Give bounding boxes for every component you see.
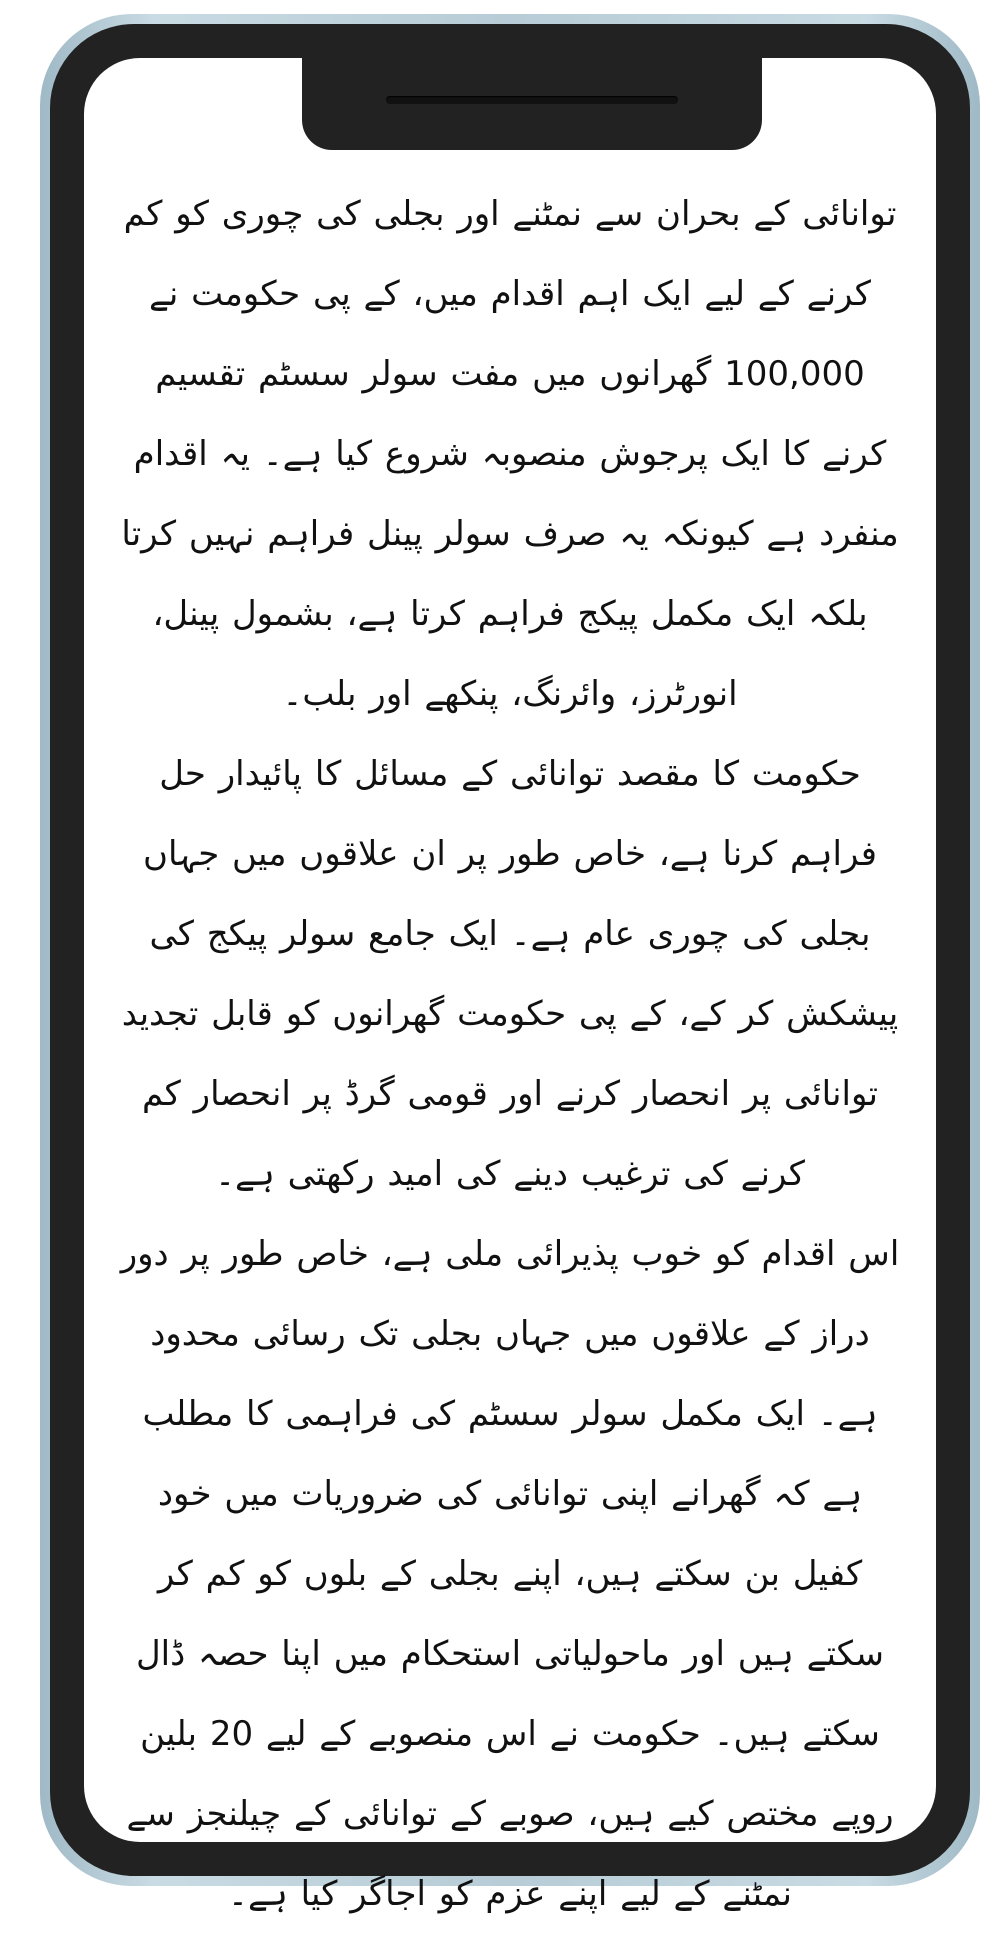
phone-frame: [50, 24, 970, 1914]
article-paragraph-1: توانائی کے بحران سے نمٹنے اور بجلی کی چوری کو کم کرنے کے لیے ایک اہم اقدام میں، کے پی حکومت نے 100,000 گھرانوں میں مفت سولر سسٹم تقسیم کرنے کا ایک پرجوش منصوبہ شروع کیا ہے۔ یہ اقدام منفرد ہے کیونکہ یہ صرف سولر پینل فراہم نہیں کرتا بلکہ ایک مکمل پیکج فراہم کرتا ہے، بشمول پینل، انورٹرز، وائرنگ، پنکھے اور بلب۔: [121, 194, 899, 714]
article-body: [118, 174, 902, 1914]
article-paragraph-3: اس اقدام کو خوب پذیرائی ملی ہے، خاص طور پر دور دراز کے علاقوں میں جہاں بجلی تک رسائی محدود ہے۔ ایک مکمل سولر سسٹم کی فراہمی کا مطلب ہے کہ گھرانے اپنی توانائی کی ضروریات میں خود کفیل بن سکتے ہیں، اپنے بجلی کے بلوں کو کم کر سکتے ہیں اور ماحولیاتی استحکام میں اپنا حصہ ڈال سکتے ہیں۔ حکومت نے اس منصوبے کے لیے 20 بلین روپے مختص کیے ہیں، صوبے کے توانائی کے چیلنجز سے نمٹنے کے لیے اپنے عزم کو اجاگر کیا ہے۔: [120, 1234, 900, 1914]
phone-notch: [302, 58, 762, 150]
phone-screen: [84, 58, 936, 1914]
speaker-grille: [386, 96, 678, 104]
phone-mockup: [40, 14, 980, 1914]
article-paragraph-2: حکومت کا مقصد توانائی کے مسائل کا پائیدار حل فراہم کرنا ہے، خاص طور پر ان علاقوں میں جہاں بجلی کی چوری عام ہے۔ ایک جامع سولر پیکج کی پیشکش کر کے، کے پی حکومت گھرانوں کو قابل تجدید توانائی پر انحصار کرنے اور قومی گرڈ پر انحصار کم کرنے کی ترغیب دینے کی امید رکھتی ہے۔: [121, 754, 899, 1194]
